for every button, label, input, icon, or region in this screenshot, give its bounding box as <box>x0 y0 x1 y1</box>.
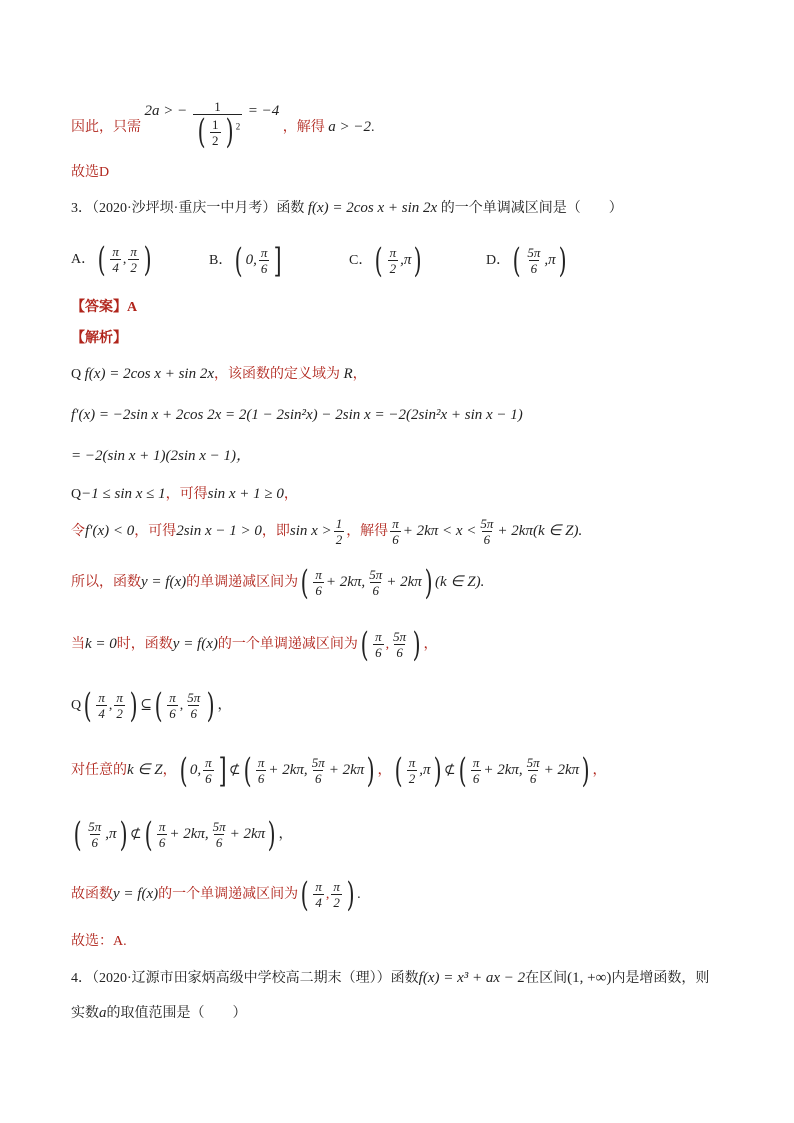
solution-line-8: Q( $\frac{\pi}{4}$ , $\frac{\pi}{2}$ ) ⊆( $\frac{\pi}{6}$ , $\frac{5\pi}{6}$ ) ， <box>71 685 232 726</box>
option-c: C．( $\frac{\pi}{2}$ ,π) <box>349 240 423 281</box>
answer-label: 【答案】A <box>71 300 138 315</box>
solution-conclusion: 故选：A. <box>71 934 127 949</box>
solution-line-10: ( $\frac{5\pi}{6}$ ,π) ⊄( $\frac{\pi}{6}$ + 2kπ, $\frac{5\pi}{6}$ + 2kπ) ， <box>73 814 293 855</box>
line-choose-d: 故选D <box>71 165 110 180</box>
option-b: B．( 0, $\frac{\pi}{6}$ ] <box>209 240 282 281</box>
question-3: 3．（2020·沙坪坝·重庆一中月考）函数 f(x) = 2cos x + sin 2x 的一个单调减区间是（ ） <box>71 200 623 216</box>
option-a: A．( $\frac{\pi}{4}$ , $\frac{\pi}{2}$ ) <box>71 239 152 280</box>
solution-line-5: 令f′(x) < 0，可得2sin x − 1 > 0，即sin x > $\frac{1}{2}$ ，解得 $\frac{\pi}{6}$ + 2kπ < x < $\frac{5\pi}{6}$ + 2kπ(k ∈ Z). <box>71 516 583 548</box>
solution-line-4: Q−1 ≤ sin x ≤ 1，可得sin x + 1 ≥ 0， <box>71 486 298 502</box>
solution-line-11: 故函数y = f(x)的一个单调递减区间为( $\frac{\pi}{4}$ , $\frac{\pi}{2}$ ) . <box>71 874 361 915</box>
fraction-one-over-half-squared: 1 ( $\frac{1}{2}$ ) $^2$ <box>193 99 243 149</box>
solution-line-9: 对任意的k ∈ Z，( 0, $\frac{\pi}{6}$ ] ⊄( $\frac{\pi}{6}$ + 2kπ, $\frac{5\pi}{6}$ + 2kπ) ，( $\frac{\pi}{2}$ ,π) ⊄( $\frac{\pi}{6}$ + 2kπ, $\frac{5\pi}{6}$ + 2kπ) ， <box>71 750 607 791</box>
ineq-left: 2a > − <box>144 103 188 120</box>
analysis-label: 【解析】 <box>71 331 127 346</box>
solution-line-3: = −2(sin x + 1)(2sin x − 1)， <box>71 448 252 464</box>
solution-line-1: Q f(x) = 2cos x + sin 2x，该函数的定义域为 R， <box>71 366 367 382</box>
option-d: D．( $\frac{5\pi}{6}$ ,π) <box>486 240 567 281</box>
question-4: 4．（2020·辽源市田家炳高级中学校高二期末（理））函数f(x) = x³ + ax − 2在区间(1, +∞)内是增函数，则 <box>71 970 710 986</box>
solution-line-7: 当k = 0时，函数y = f(x)的一个单调递减区间为( $\frac{\pi}{6}$ , $\frac{5\pi}{6}$ ) ， <box>71 624 438 665</box>
solution-line-6: 所以，函数y = f(x)的单调递减区间为( $\frac{\pi}{6}$ + 2kπ, $\frac{5\pi}{6}$ + 2kπ) (k ∈ Z). <box>71 562 485 603</box>
question-4-line-2: 实数a的取值范围是（ ） <box>71 1005 247 1021</box>
solution-line-2: f′(x) = −2sin x + 2cos 2x = 2(1 − 2sin²x) − 2sin x = −2(2sin²x + sin x − 1) <box>71 407 523 423</box>
line-therefore: 因此，只需 2a > − 1 ( $\frac{1}{2}$ ) $^2$ = −4 ，解得 a > −2. <box>71 99 375 152</box>
